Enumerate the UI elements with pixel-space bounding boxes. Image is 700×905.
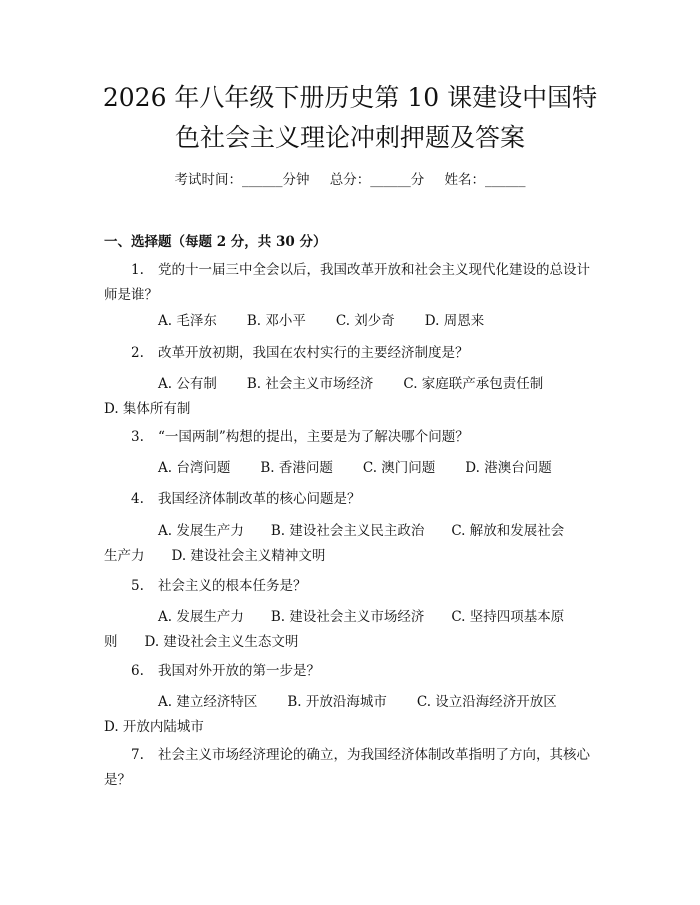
question-text: “一国两制”构想的提出，主要是为了解决哪个问题？	[158, 429, 469, 445]
question-3	[104, 425, 604, 450]
option: A. 台湾问题	[158, 460, 231, 476]
question-1-options	[104, 309, 604, 334]
option: D. 港澳台问题	[465, 460, 552, 476]
question-number: 7.	[131, 747, 144, 763]
option-line: A. 发展生产力 B. 建设社会主义民主政治 C. 解放和发展社会	[158, 523, 565, 539]
question-number: 2.	[131, 345, 144, 361]
option: C. 澳门问题	[362, 460, 436, 476]
option: B. 香港问题	[260, 460, 333, 476]
option: D. 开放内陆城市	[104, 719, 204, 735]
option-line: A. 发展生产力 B. 建设社会主义市场经济 C. 坚持四项基本原	[158, 609, 565, 625]
option: A. 建立经济特区	[158, 694, 258, 710]
question-text-cont: 是？	[104, 772, 131, 788]
option-line: 则 D. 建设社会主义生态文明	[104, 634, 299, 650]
question-4	[104, 487, 604, 512]
exam-name: 姓名：______	[444, 172, 526, 188]
option: B. 开放沿海城市	[287, 694, 387, 710]
title-line-1: 2026 年八年级下册历史第 10 课建设中国特	[102, 83, 598, 112]
title-line-2: 色社会主义理论冲刺押题及答案	[174, 123, 525, 152]
question-number: 3.	[131, 429, 144, 445]
exam-info	[0, 168, 700, 188]
document-title	[60, 78, 640, 158]
exam-score: 总分：______分	[329, 172, 425, 188]
option: A. 公有制	[158, 376, 217, 392]
question-2	[104, 341, 604, 366]
option: C. 刘少奇	[335, 313, 395, 329]
option: B. 社会主义市场经济	[246, 376, 374, 392]
option: C. 设立沿海经济开放区	[416, 694, 557, 710]
question-number: 5.	[131, 578, 144, 594]
question-1	[104, 258, 604, 308]
exam-time: 考试时间：______分钟	[174, 172, 310, 188]
question-5	[104, 574, 604, 599]
option: B. 邓小平	[246, 313, 306, 329]
question-3-options	[104, 456, 604, 481]
question-number: 4.	[131, 491, 144, 507]
question-7	[104, 743, 604, 793]
question-text: 社会主义的根本任务是？	[158, 578, 307, 594]
question-text: 党的十一届三中全会以后，我国改革开放和社会主义现代化建设的总设计	[158, 262, 590, 278]
section-heading: 一、选择题（每题 2 分，共 30 分）	[104, 234, 327, 250]
question-text-cont: 师是谁？	[104, 287, 158, 303]
question-text: 我国对外开放的第一步是？	[158, 663, 320, 679]
question-text: 改革开放初期，我国在农村实行的主要经济制度是？	[158, 345, 469, 361]
question-number: 6.	[131, 663, 144, 679]
option-line: 生产力 D. 建设社会主义精神文明	[104, 548, 326, 564]
question-text: 我国经济体制改革的核心问题是？	[158, 491, 361, 507]
question-number: 1.	[131, 262, 144, 278]
option: D. 周恩来	[424, 313, 485, 329]
question-4-options	[104, 519, 604, 569]
question-5-options	[104, 605, 604, 655]
question-6-options	[104, 690, 604, 740]
option: A. 毛泽东	[158, 313, 217, 329]
option: D. 集体所有制	[104, 401, 191, 417]
question-2-options	[104, 372, 604, 422]
question-text: 社会主义市场经济理论的确立，为我国经济体制改革指明了方向，其核心	[158, 747, 590, 763]
question-6	[104, 659, 604, 684]
option: C. 家庭联产承包责任制	[403, 376, 544, 392]
